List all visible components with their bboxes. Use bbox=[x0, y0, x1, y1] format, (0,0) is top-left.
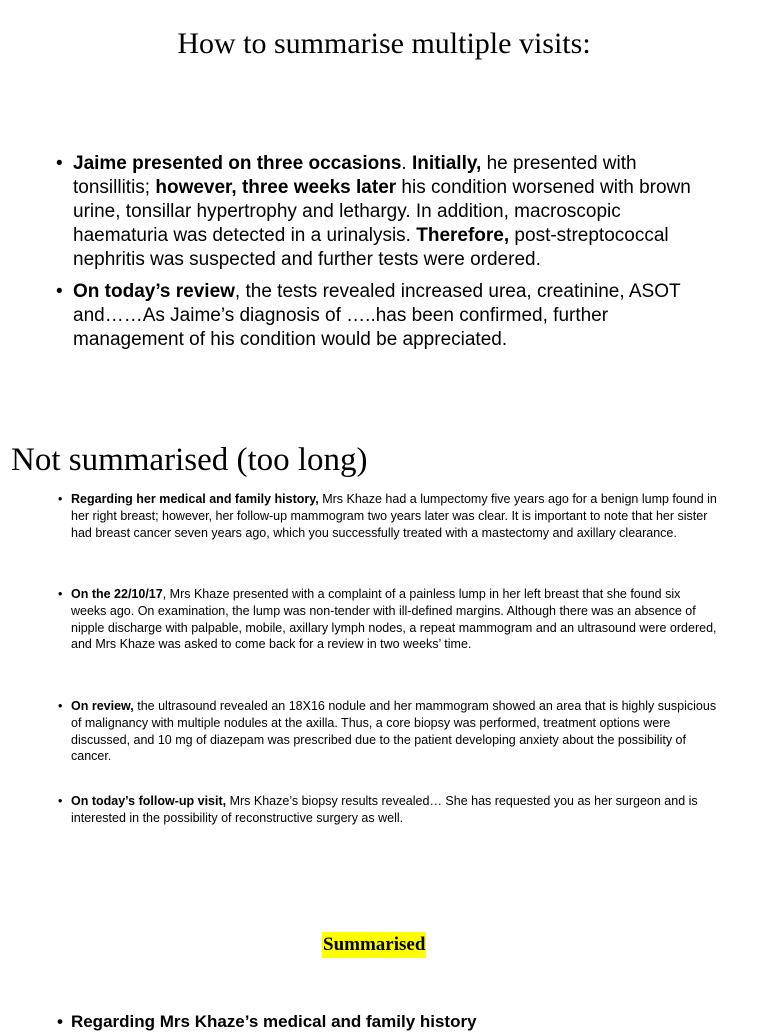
not-summarised-heading: Not summarised (too long) bbox=[11, 442, 368, 478]
bold-phrase: Regarding her medical and family history, bbox=[71, 492, 319, 506]
text-run: Mrs Khaze had a lumpectomy five years ago for a benign lump found in her right breast; however, her follow-up mammogram two years later was clear. It is important to note that her sister had breast cancer seven years ago, which you successfully treated with a mastectomy and axillary clearance. bbox=[71, 492, 717, 540]
summarised-label: Summarised bbox=[322, 932, 426, 958]
bold-phrase: Jaime presented on three occasions bbox=[73, 153, 402, 174]
bold-phrase: Initially, bbox=[411, 153, 482, 174]
bold-phrase: however, three weeks later bbox=[155, 177, 397, 198]
bold-phrase: On today’s review bbox=[73, 281, 235, 302]
example-point-1 bbox=[56, 152, 716, 272]
long-point-first-visit bbox=[57, 586, 719, 653]
example-summary-list bbox=[56, 152, 716, 360]
bold-phrase: On today’s follow-up visit, bbox=[71, 794, 227, 808]
text-run: the ultrasound revealed an 18X16 nodule and her mammogram showed an area that is highly suspicious of malignancy with multiple nodules at the axilla. Thus, a core biopsy was performed, treatment options were discussed, and 10 mg of diazepam was prescribed due to the patient developing anxiety about the possibility of cancer. bbox=[71, 699, 717, 764]
long-point-history bbox=[57, 491, 719, 541]
text-run: Mrs Khaze’s biopsy results revealed… She has requested you as her surgeon and is interested in the possibility of reconstructive surgery as well. bbox=[71, 794, 698, 825]
summarised-first-point: • Regarding Mrs Khaze’s medical and family history bbox=[57, 1010, 717, 1034]
text-run: he presented with tonsillitis; bbox=[73, 153, 637, 198]
text-run: . bbox=[401, 153, 412, 174]
long-point-follow-up bbox=[57, 793, 719, 827]
text-run: post-streptococcal nephritis was suspected and further tests were ordered. bbox=[73, 225, 669, 270]
text-run: , Mrs Khaze presented with a complaint of a painless lump in her left breast that she found six weeks ago. On examination, the lump was non-tender with ill-defined margins. Although there was an absence of nipple discharge with palpable, mobile, axillary lymph nodes, a repeat mammogram and an ultrasound were ordered, and Mrs Khaze was asked to come back for a review in two weeks’ time. bbox=[71, 587, 717, 652]
example-point-2 bbox=[56, 280, 716, 352]
page-title: How to summarise multiple visits: bbox=[177, 27, 591, 60]
text-run: , the tests revealed increased urea, creatinine, ASOT and……As Jaime’s diagnosis of …..has been confirmed, further management of his condition would be appreciated. bbox=[73, 281, 681, 350]
text-run: his condition worsened with brown urine, tonsillar hypertrophy and lethargy. In addition, macroscopic haematuria was detected in a urinalysis. bbox=[73, 177, 691, 246]
bold-phrase: Therefore, bbox=[416, 225, 510, 246]
bold-phrase: On the 22/10/17 bbox=[71, 587, 163, 601]
long-point-review bbox=[57, 698, 719, 765]
bold-phrase: On review, bbox=[71, 699, 134, 713]
